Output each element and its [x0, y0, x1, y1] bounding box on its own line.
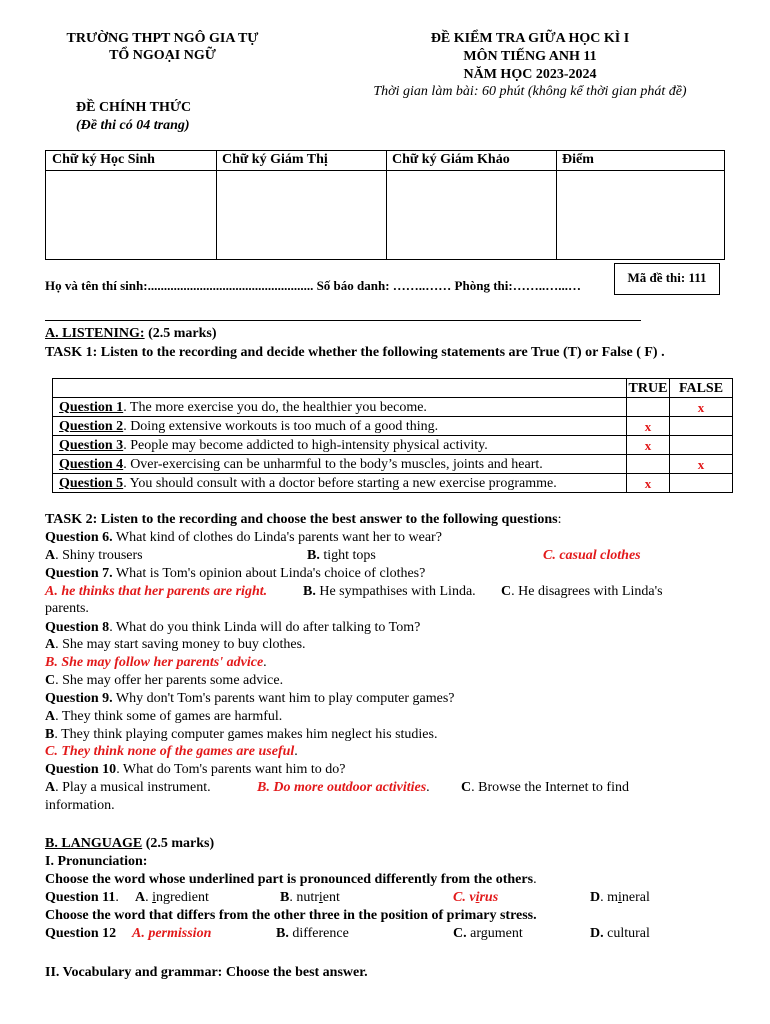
q6-option-c-answer[interactable]: C. casual clothes: [543, 548, 641, 563]
statement-text: . You should consult with a doctor before starting a new exercise programme.: [123, 475, 557, 491]
candidate-info-line: Họ và tên thí sinh:................................................... Số báo danh: ……..…… Phòng thi:……..…...…: [45, 278, 581, 293]
question-label: Question 5: [59, 475, 124, 491]
statement-cell: [53, 474, 627, 493]
word-part: . nutr: [289, 890, 319, 905]
statement-text: . People may become addicted to high-intensity physical activity.: [123, 437, 488, 453]
q12-option-a-answer[interactable]: A. permission: [132, 926, 212, 941]
option-letter: A: [45, 709, 56, 724]
option-text: difference: [288, 926, 349, 941]
page-count: (Đề thi có 04 trang): [76, 118, 190, 133]
q10-option-b-answer[interactable]: [257, 780, 430, 796]
question-label: Question 9.: [45, 691, 113, 706]
q12-option-c[interactable]: [453, 926, 523, 942]
option-text: . Browse the Internet to find: [471, 780, 629, 795]
option-letter: C: [501, 584, 512, 599]
underlined-part: i: [475, 890, 480, 905]
false-cell[interactable]: x: [670, 455, 733, 474]
task2-instruction: [45, 512, 561, 528]
question-label: Question 7.: [45, 566, 113, 581]
table-row: [53, 436, 733, 455]
question-text: . What do you think Linda will do after talking to Tom?: [109, 620, 421, 635]
question-text: What is Tom's opinion about Linda's choice of clothes?: [112, 566, 426, 581]
q7-option-b[interactable]: [303, 584, 476, 600]
option-text: argument: [466, 926, 523, 941]
word-part: ent: [322, 890, 340, 905]
listening-title: A. LISTENING:: [45, 326, 145, 341]
statement-cell: [53, 455, 627, 474]
option-letter: A: [135, 890, 146, 905]
true-header: TRUE: [627, 379, 670, 398]
q8-option-c[interactable]: [45, 673, 283, 689]
underlined-part: i: [318, 890, 323, 905]
score-label: Điểm: [562, 152, 594, 167]
question-10: [45, 762, 345, 778]
q9-option-a[interactable]: [45, 709, 282, 725]
false-cell[interactable]: [670, 474, 733, 493]
exam-title: ĐỀ KIỂM TRA GIỮA HỌC KÌ I: [430, 31, 630, 46]
false-cell[interactable]: [670, 436, 733, 455]
statement-cell: [53, 417, 627, 436]
pronunciation-heading: I. Pronunciation:: [45, 854, 148, 869]
question-label: Question 6.: [45, 530, 113, 545]
q9-option-c-answer[interactable]: [45, 744, 298, 760]
q10-option-c[interactable]: [461, 780, 629, 796]
student-signature-label: Chữ ký Học Sinh: [52, 152, 155, 167]
word-part: rus: [479, 890, 499, 905]
option-letter: A: [45, 637, 56, 652]
option-letter: D: [590, 890, 601, 905]
listening-marks: (2.5 marks): [144, 326, 217, 341]
department-name: TỔ NGOẠI NGỮ: [109, 48, 216, 63]
question-text: . What do Tom's parents want him to do?: [116, 762, 346, 777]
divider-line: [45, 320, 641, 321]
option-letter: B.: [307, 548, 320, 563]
q10-option-a[interactable]: [45, 780, 211, 796]
question-8: [45, 620, 420, 636]
statement-cell: [53, 398, 627, 417]
official-label: ĐỀ CHÍNH THỨC: [76, 100, 192, 115]
table-header-divider: [46, 170, 724, 171]
option-letter: A: [45, 780, 56, 795]
option-text: . Shiny trousers: [55, 548, 143, 563]
question-11-label: [45, 890, 119, 906]
statement-cell: [53, 436, 627, 455]
q7-continuation: parents.: [45, 601, 89, 616]
exam-code-box: Mã đề thi: 111: [614, 263, 720, 295]
school-name: TRƯỜNG THPT NGÔ GIA TỰ: [66, 31, 259, 46]
instruction-dot: .: [533, 872, 537, 887]
answer-text: B. She may follow her parents' advice: [45, 655, 264, 670]
q7-option-a-answer[interactable]: A. he thinks that her parents are right.: [45, 584, 268, 599]
instruction-text: Choose the word whose underlined part is pronounced differently from the others: [45, 872, 534, 887]
task2-colon: :: [557, 512, 562, 527]
q11-option-d[interactable]: [590, 890, 650, 906]
table-row: [53, 455, 733, 474]
option-text: cultural: [603, 926, 650, 941]
q11-option-c-answer[interactable]: [453, 890, 498, 906]
question-9: [45, 691, 455, 707]
option-text: . Play a musical instrument.: [55, 780, 211, 795]
question-label: Question 8: [45, 620, 110, 635]
true-cell[interactable]: x: [627, 417, 670, 436]
question-label: Question 4: [59, 456, 124, 472]
signature-table: [45, 150, 725, 260]
question-label: Question 11: [45, 890, 116, 905]
q7-option-c[interactable]: [501, 584, 663, 600]
question-6: [45, 530, 442, 546]
true-cell[interactable]: x: [627, 436, 670, 455]
stress-instruction: Choose the word that differs from the other three in the position of primary stress.: [45, 908, 537, 923]
q11-option-b[interactable]: [280, 890, 340, 906]
statement-text: . Over-exercising can be unharmful to the body’s muscles, joints and heart.: [123, 456, 543, 472]
q12-option-b[interactable]: [276, 926, 349, 942]
label-dot: .: [115, 890, 119, 905]
question-12-label: Question 12: [45, 926, 117, 941]
option-letter: C: [45, 673, 56, 688]
option-text: . She may start saving money to buy clothes.: [55, 637, 306, 652]
question-label: Question 3: [59, 437, 124, 453]
q10-continuation: information.: [45, 798, 115, 813]
word-part: ngredient: [156, 890, 209, 905]
answer-text: B. Do more outdoor activities: [257, 780, 427, 795]
option-dot: .: [294, 744, 298, 759]
option-letter: C.: [453, 926, 467, 941]
q11-option-a[interactable]: [135, 890, 209, 906]
statement-text: . The more exercise you do, the healthier you become.: [123, 399, 427, 415]
answer-text: C. They think none of the games are useful: [45, 744, 295, 759]
question-text: Why don't Tom's parents want him to play computer games?: [112, 691, 455, 706]
exam-year: NĂM HỌC 2023-2024: [463, 67, 597, 82]
option-text: tight tops: [319, 548, 376, 563]
option-text: He sympathises with Linda.: [315, 584, 476, 599]
statement-text: . Doing extensive workouts is too much of a good thing.: [123, 418, 439, 434]
q9-option-b[interactable]: [45, 727, 437, 743]
false-header: FALSE: [670, 379, 733, 398]
table-row: [53, 398, 733, 417]
option-letter: C: [461, 780, 472, 795]
task1-instruction: TASK 1: Listen to the recording and decide whether the following statements are True (T) or False ( F) .: [45, 345, 665, 360]
word-part: . m: [600, 890, 619, 905]
q6-option-a[interactable]: [45, 548, 143, 564]
option-letter: B: [45, 727, 55, 742]
option-dot: .: [263, 655, 267, 670]
q6-option-b[interactable]: [307, 548, 376, 564]
table-corner: [53, 379, 627, 398]
option-letter: D.: [590, 926, 604, 941]
examiner-signature-label: Chữ ký Giám Khảo: [392, 152, 510, 167]
option-text: . She may offer her parents some advice.: [55, 673, 284, 688]
word-part: .: [145, 890, 153, 905]
language-heading: [45, 836, 214, 852]
option-letter: B.: [303, 584, 316, 599]
pronunciation-instruction: [45, 872, 537, 888]
question-label: Question 1: [59, 399, 124, 415]
word-part: C. v: [453, 890, 476, 905]
true-false-table: [52, 378, 733, 493]
option-text: . They think playing computer games makes him neglect his studies.: [54, 727, 438, 742]
true-cell[interactable]: [627, 455, 670, 474]
question-text: What kind of clothes do Linda's parents want her to wear?: [112, 530, 442, 545]
q8-option-b-answer[interactable]: [45, 655, 267, 671]
q8-option-a[interactable]: [45, 637, 306, 653]
underlined-part: i: [152, 890, 157, 905]
q12-option-d[interactable]: [590, 926, 650, 942]
option-letter: B: [280, 890, 290, 905]
option-text: . They think some of games are harmful.: [55, 709, 283, 724]
underlined-part: i: [618, 890, 622, 905]
vocabulary-heading: II. Vocabulary and grammar: Choose the best answer.: [45, 965, 368, 980]
exam-subject: MÔN TIẾNG ANH 11: [463, 49, 597, 64]
language-title: B. LANGUAGE: [45, 836, 143, 851]
question-label: Question 2: [59, 418, 124, 434]
false-cell[interactable]: [670, 417, 733, 436]
proctor-signature-label: Chữ ký Giám Thị: [222, 152, 328, 167]
task2-text: TASK 2: Listen to the recording and choose the best answer to the following questions: [45, 512, 558, 527]
option-letter: A: [45, 548, 56, 563]
true-cell[interactable]: x: [627, 474, 670, 493]
table-row: [53, 474, 733, 493]
option-text: . He disagrees with Linda's: [511, 584, 663, 599]
question-7: [45, 566, 425, 582]
table-row: [53, 417, 733, 436]
language-marks: (2.5 marks): [142, 836, 215, 851]
option-letter: B.: [276, 926, 289, 941]
false-cell[interactable]: x: [670, 398, 733, 417]
listening-heading: [45, 326, 217, 342]
question-label: Question 10: [45, 762, 117, 777]
word-part: neral: [621, 890, 650, 905]
true-cell[interactable]: [627, 398, 670, 417]
option-dot: .: [426, 780, 430, 795]
exam-time: Thời gian làm bài: 60 phút (không kể thời gian phát đề): [373, 84, 687, 99]
